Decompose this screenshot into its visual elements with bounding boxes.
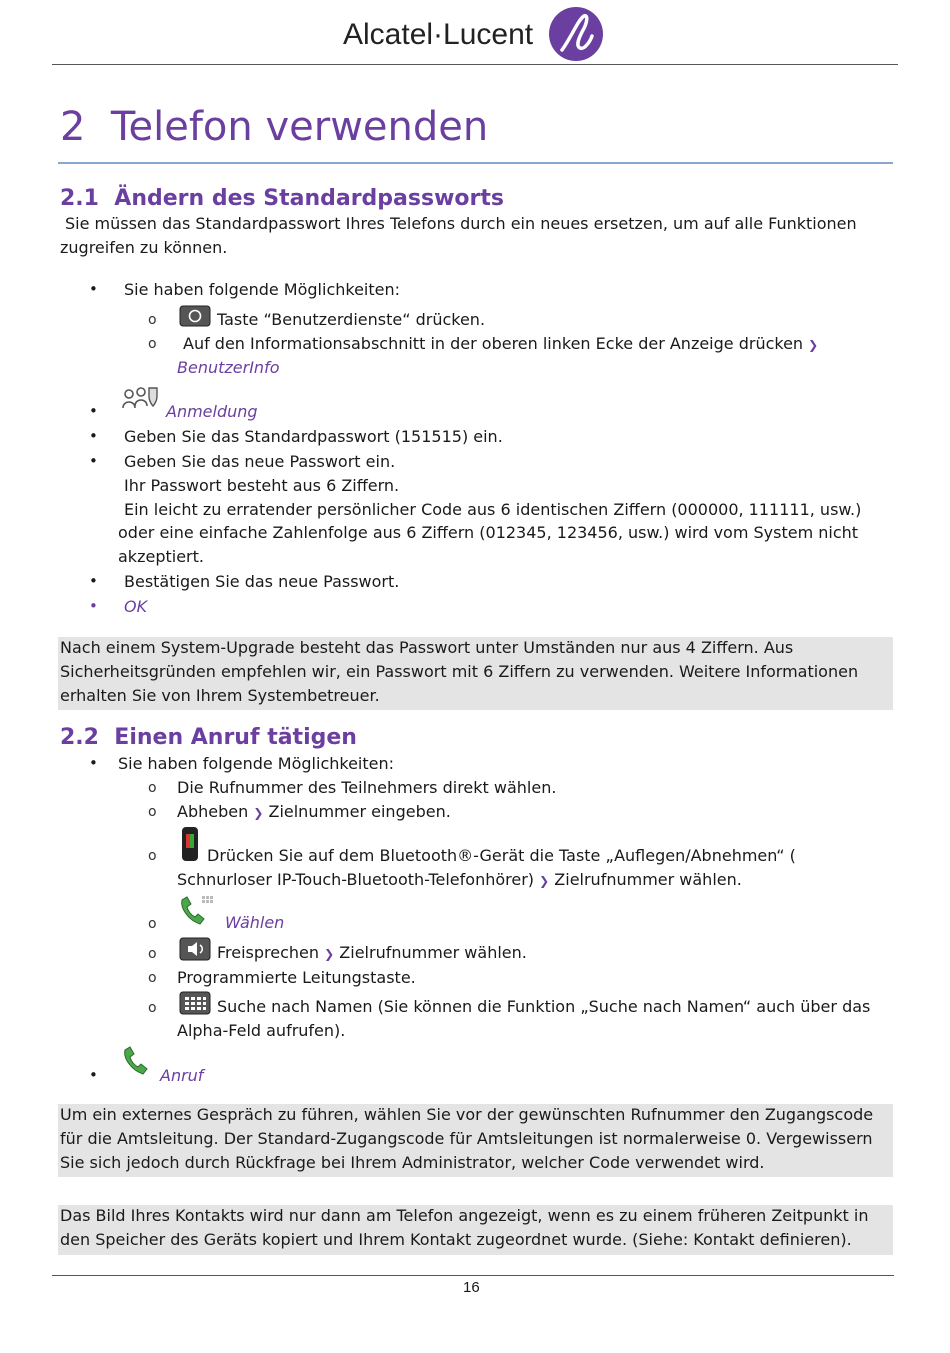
note-line: erhalten Sie von Ihrem Systembetreuer.: [60, 686, 380, 705]
enter-number-text: Zielnummer eingeben.: [268, 802, 451, 821]
chapter-title: 2 Telefon verwenden: [60, 104, 489, 150]
enter-new-password: Geben Sie das neue Passwort ein.: [124, 452, 396, 471]
call-options-intro: Sie haben folgende Möglichkeiten:: [118, 754, 395, 773]
user-services-key-icon: [179, 305, 211, 327]
footer-rule: [52, 1275, 894, 1276]
options-intro: Sie haben folgende Möglichkeiten:: [124, 280, 401, 299]
note-line: für die Amtsleitung. Der Standard-Zugangscode für Amtsleitungen ist normalerweise 0. Vergewissern: [60, 1129, 873, 1148]
call-handset-icon: [121, 1046, 155, 1080]
arrow-icon: ❯: [539, 874, 550, 888]
dial-handset-icon: [178, 894, 214, 928]
call-link[interactable]: Anruf: [160, 1066, 204, 1085]
intro-text-cont: zugreifen zu können.: [60, 238, 228, 257]
bullet-marker: •: [89, 572, 98, 590]
dial-target-text: Zielrufnummer wählen.: [339, 943, 527, 962]
handsfree-option: [217, 943, 527, 962]
sub-bullet-marker: o: [148, 970, 157, 986]
sub-bullet-marker: o: [148, 336, 157, 352]
speaker-key-icon: [179, 937, 211, 961]
page-number: 16: [463, 1279, 480, 1296]
brand-logo: [343, 6, 605, 62]
ok-link[interactable]: OK: [124, 597, 148, 616]
sub-bullet-marker: o: [148, 946, 157, 962]
sub-bullet-marker: o: [148, 916, 157, 932]
note-contact-picture: [58, 1205, 893, 1255]
bullet-marker: •: [89, 452, 98, 470]
search-by-name-option: Suche nach Namen (Sie können die Funktion „Suche nach Namen“ auch über das: [217, 997, 871, 1016]
note-line: Nach einem System-Upgrade besteht das Passwort unter Umständen nur aus 4 Ziffern. Aus: [60, 638, 794, 657]
user-info-link[interactable]: BenutzerInfo: [177, 358, 280, 377]
offhook-option: [177, 802, 451, 821]
handsfree-text: Freisprechen: [217, 943, 320, 962]
bluetooth-handset-icon: [180, 826, 200, 862]
arrow-icon: ❯: [324, 947, 335, 961]
info-area-option: [183, 334, 818, 353]
offhook-text: Abheben: [177, 802, 249, 821]
intro-text: Sie müssen das Standardpasswort Ihres Telefons durch ein neues ersetzen, um auf alle Funktionen: [65, 214, 857, 233]
bullet-marker: •: [89, 280, 98, 298]
note-line: Sicherheitsgründen empfehlen wir, ein Passwort mit 6 Ziffern zu verwenden. Weitere Informationen: [60, 662, 859, 681]
sub-bullet-marker: o: [148, 804, 157, 820]
user-services-option: Taste “Benutzerdienste“ drücken.: [217, 310, 486, 329]
dial-target-text: Zielrufnummer wählen.: [554, 870, 742, 889]
bullet-marker: •: [89, 1066, 98, 1084]
note-line: Das Bild Ihres Kontakts wird nur dann am Telefon angezeigt, wenn es zu einem früheren Zeitpunkt in: [60, 1206, 869, 1225]
header-rule: [52, 64, 898, 65]
note-line: Sie sich jedoch durch Rückfrage bei Ihrem Administrator, welcher Code verwendet wird.: [60, 1153, 765, 1172]
arrow-icon: ❯: [253, 806, 264, 820]
sub-bullet-marker: o: [148, 780, 157, 796]
bullet-marker: •: [89, 754, 98, 772]
sub-bullet-marker: o: [148, 1000, 157, 1016]
login-link[interactable]: Anmeldung: [166, 402, 258, 421]
section-heading-2-2: 2.2 Einen Anruf tätigen: [60, 725, 357, 750]
arrow-icon: ❯: [808, 338, 819, 352]
logo-wordmark: Alcatel·Lucent: [343, 18, 534, 51]
dial-link[interactable]: Wählen: [225, 913, 285, 932]
note-line: Um ein externes Gespräch zu führen, wählen Sie vor der gewünschten Rufnummer den Zugangscode: [60, 1105, 874, 1124]
section-heading-2-1: 2.1 Ändern des Standardpassworts: [60, 186, 504, 211]
search-by-name-key-icon: [179, 991, 211, 1015]
note-access-code: [58, 1104, 893, 1177]
programmed-line-key-option: Programmierte Leitungstaste.: [177, 968, 416, 987]
bullet-marker: •: [89, 597, 98, 615]
bluetooth-option-cont: [177, 870, 742, 889]
info-area-option-text: Auf den Informationsabschnitt in der oberen linken Ecke der Anzeige drücken: [183, 334, 804, 353]
chapter-rule: [58, 162, 893, 164]
password-rule-text: Ein leicht zu erratender persönlicher Code aus 6 identischen Ziffern (000000, 111111, usw.): [124, 500, 862, 519]
confirm-password: Bestätigen Sie das neue Passwort.: [124, 572, 400, 591]
password-length-info: Ihr Passwort besteht aus 6 Ziffern.: [124, 476, 400, 495]
sub-bullet-marker: o: [148, 312, 157, 328]
login-users-icon: [121, 384, 159, 416]
note-line: den Speicher des Geräts kopiert und Ihrem Kontakt zugeordnet wurde. (Siehe: Kontakt definieren).: [60, 1230, 852, 1249]
alcatel-lucent-logo-icon: [548, 6, 604, 62]
bluetooth-handset-text: Schnurloser IP-Touch-Bluetooth-Telefonhörer): [177, 870, 535, 889]
enter-default-password: Geben Sie das Standardpasswort (151515) ein.: [124, 427, 503, 446]
sub-bullet-marker: o: [148, 848, 157, 864]
search-by-name-option-cont: Alpha-Feld aufrufen).: [177, 1021, 346, 1040]
bullet-marker: •: [89, 427, 98, 445]
direct-dial-option: Die Rufnummer des Teilnehmers direkt wählen.: [177, 778, 557, 797]
note-upgrade: [58, 637, 893, 710]
password-rule-text-end: akzeptiert.: [118, 547, 204, 566]
password-rule-text-cont: oder eine einfache Zahlenfolge aus 6 Ziffern (012345, 123456, usw.) wird vom System nicht: [118, 523, 859, 542]
bullet-marker: •: [89, 402, 98, 420]
bluetooth-option: Drücken Sie auf dem Bluetooth®-Gerät die Taste „Auflegen/Abnehmen“ (: [207, 846, 796, 865]
